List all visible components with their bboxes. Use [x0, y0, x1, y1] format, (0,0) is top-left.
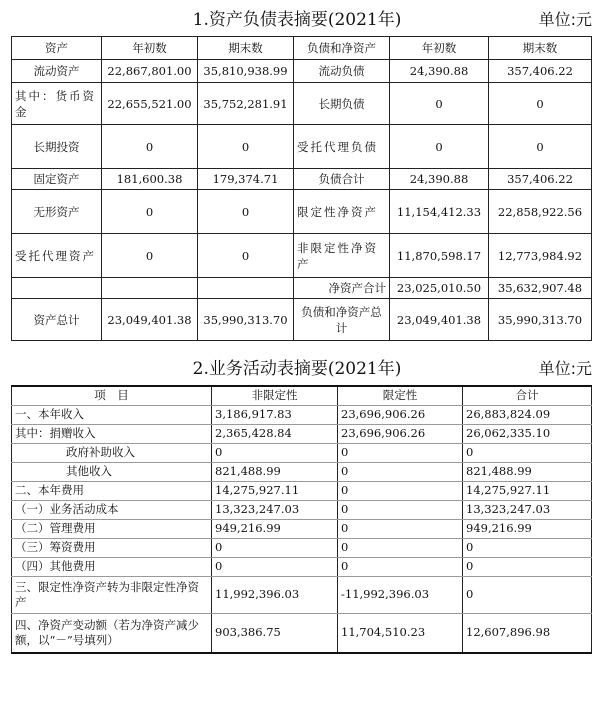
row-label: 流动负债: [294, 60, 390, 83]
table-row: [12, 576, 592, 613]
value-cell: 357,406.22: [489, 169, 592, 190]
value-cell: 0: [338, 538, 463, 557]
value-cell: 0: [489, 125, 592, 169]
value-cell: 0: [338, 443, 463, 462]
value-cell: 13,323,247.03: [212, 500, 338, 519]
value-cell: 26,883,824.09: [463, 405, 592, 424]
activity-statement-title-row: [0, 357, 594, 381]
value-cell: 0: [390, 83, 489, 125]
table-header-row: [12, 37, 592, 60]
value-cell: 12,607,896.98: [463, 613, 592, 653]
row-label: 净资产合计: [294, 278, 390, 299]
row-label: 四、净资产变动额（若为净资产减少额，以“－”号填列）: [12, 613, 212, 653]
value-cell: 35,990,313.70: [198, 299, 294, 341]
table-row: [12, 462, 592, 481]
value-cell: 821,488.99: [212, 462, 338, 481]
value-cell: 949,216.99: [463, 519, 592, 538]
row-label: 受托代理负债: [294, 125, 390, 169]
table-row: [12, 500, 592, 519]
balance-sheet-unit: 单位:元: [538, 10, 592, 29]
table-row: [12, 405, 592, 424]
value-cell: 26,062,335.10: [463, 424, 592, 443]
value-cell: 14,275,927.11: [463, 481, 592, 500]
table-row: [12, 557, 592, 576]
row-label: 资产总计: [12, 299, 102, 341]
header-cell: 合计: [463, 386, 592, 405]
table-row: [12, 538, 592, 557]
value-cell: 0: [489, 83, 592, 125]
value-cell: 35,752,281.91: [198, 83, 294, 125]
table-row: [12, 83, 592, 125]
value-cell: 0: [338, 500, 463, 519]
table-row: [12, 278, 592, 299]
value-cell: 2,365,428.84: [212, 424, 338, 443]
row-label: 固定资产: [12, 169, 102, 190]
value-cell: 0: [102, 190, 198, 234]
value-cell: 0: [198, 125, 294, 169]
value-cell: 0: [338, 462, 463, 481]
header-cell: 负债和净资产: [294, 37, 390, 60]
value-cell: 903,386.75: [212, 613, 338, 653]
value-cell: 35,990,313.70: [489, 299, 592, 341]
value-cell: 949,216.99: [212, 519, 338, 538]
row-label: 负债合计: [294, 169, 390, 190]
value-cell: 0: [463, 576, 592, 613]
row-label: 其他收入: [12, 462, 212, 481]
header-cell: 资产: [12, 37, 102, 60]
value-cell: 23,696,906.26: [338, 405, 463, 424]
table-row: [12, 519, 592, 538]
row-label: 其中：捐赠收入: [12, 424, 212, 443]
value-cell: 23,696,906.26: [338, 424, 463, 443]
value-cell: 821,488.99: [463, 462, 592, 481]
value-cell: 0: [338, 519, 463, 538]
value-cell: 0: [102, 125, 198, 169]
header-cell: 期末数: [489, 37, 592, 60]
balance-sheet-title-row: [0, 8, 594, 32]
table-row: [12, 234, 592, 278]
table-row: [12, 481, 592, 500]
table-header-row: [12, 386, 592, 405]
value-cell: 24,390.88: [390, 169, 489, 190]
value-cell: 0: [463, 557, 592, 576]
value-cell: 14,275,927.11: [212, 481, 338, 500]
header-cell: 年初数: [390, 37, 489, 60]
row-label: 长期负债: [294, 83, 390, 125]
value-cell: 24,390.88: [390, 60, 489, 83]
table-row: [12, 299, 592, 341]
value-cell: 23,049,401.38: [102, 299, 198, 341]
row-label: （一）业务活动成本: [12, 500, 212, 519]
row-label: （三）筹资费用: [12, 538, 212, 557]
value-cell: 0: [338, 557, 463, 576]
value-cell: 357,406.22: [489, 60, 592, 83]
row-label: 三、限定性净资产转为非限定性净资产: [12, 576, 212, 613]
row-label: 负债和净资产总计: [294, 299, 390, 341]
value-cell: 0: [198, 234, 294, 278]
value-cell: 23,025,010.50: [390, 278, 489, 299]
table-row: [12, 424, 592, 443]
activity-statement-unit: 单位:元: [538, 359, 592, 378]
value-cell: 3,186,917.83: [212, 405, 338, 424]
value-cell: 0: [212, 557, 338, 576]
header-cell: 期末数: [198, 37, 294, 60]
value-cell: 22,858,922.56: [489, 190, 592, 234]
value-cell: 0: [102, 234, 198, 278]
row-label: （四）其他费用: [12, 557, 212, 576]
value-cell: 35,810,938.99: [198, 60, 294, 83]
value-cell: 0: [463, 538, 592, 557]
row-label: 非限定性净资产: [294, 234, 390, 278]
value-cell: 12,773,984.92: [489, 234, 592, 278]
row-label: 长期投资: [12, 125, 102, 169]
row-label: 政府补助收入: [12, 443, 212, 462]
row-label: 限定性净资产: [294, 190, 390, 234]
value-cell: 22,655,521.00: [102, 83, 198, 125]
row-label: [12, 278, 102, 299]
table-row: [12, 613, 592, 653]
value-cell: -11,992,396.03: [338, 576, 463, 613]
value-cell: 0: [390, 125, 489, 169]
value-cell: 0: [198, 190, 294, 234]
row-label: （二）管理费用: [12, 519, 212, 538]
table-row: [12, 125, 592, 169]
balance-sheet-title: 1.资产负债表摘要(2021年): [192, 10, 402, 30]
row-label: 流动资产: [12, 60, 102, 83]
header-cell: 年初数: [102, 37, 198, 60]
value-cell: [102, 278, 198, 299]
balance-sheet-table: [11, 36, 592, 341]
value-cell: 23,049,401.38: [390, 299, 489, 341]
header-cell: 非限定性: [212, 386, 338, 405]
value-cell: 179,374.71: [198, 169, 294, 190]
header-cell: 限定性: [338, 386, 463, 405]
value-cell: 11,870,598.17: [390, 234, 489, 278]
value-cell: 11,704,510.23: [338, 613, 463, 653]
value-cell: 11,154,412.33: [390, 190, 489, 234]
value-cell: 35,632,907.48: [489, 278, 592, 299]
activity-statement-table: [11, 385, 592, 654]
table-row: [12, 190, 592, 234]
row-label: 其中：货币资金: [12, 83, 102, 125]
header-cell: 项 目: [12, 386, 212, 405]
table-row: [12, 169, 592, 190]
value-cell: [198, 278, 294, 299]
value-cell: 0: [212, 538, 338, 557]
row-label: 受托代理资产: [12, 234, 102, 278]
value-cell: 11,992,396.03: [212, 576, 338, 613]
value-cell: 0: [338, 481, 463, 500]
value-cell: 0: [463, 443, 592, 462]
value-cell: 0: [212, 443, 338, 462]
row-label: 无形资产: [12, 190, 102, 234]
activity-statement-title: 2.业务活动表摘要(2021年): [192, 359, 402, 379]
row-label: 二、本年费用: [12, 481, 212, 500]
value-cell: 13,323,247.03: [463, 500, 592, 519]
table-row: [12, 443, 592, 462]
value-cell: 22,867,801.00: [102, 60, 198, 83]
row-label: 一、本年收入: [12, 405, 212, 424]
table-row: [12, 60, 592, 83]
value-cell: 181,600.38: [102, 169, 198, 190]
